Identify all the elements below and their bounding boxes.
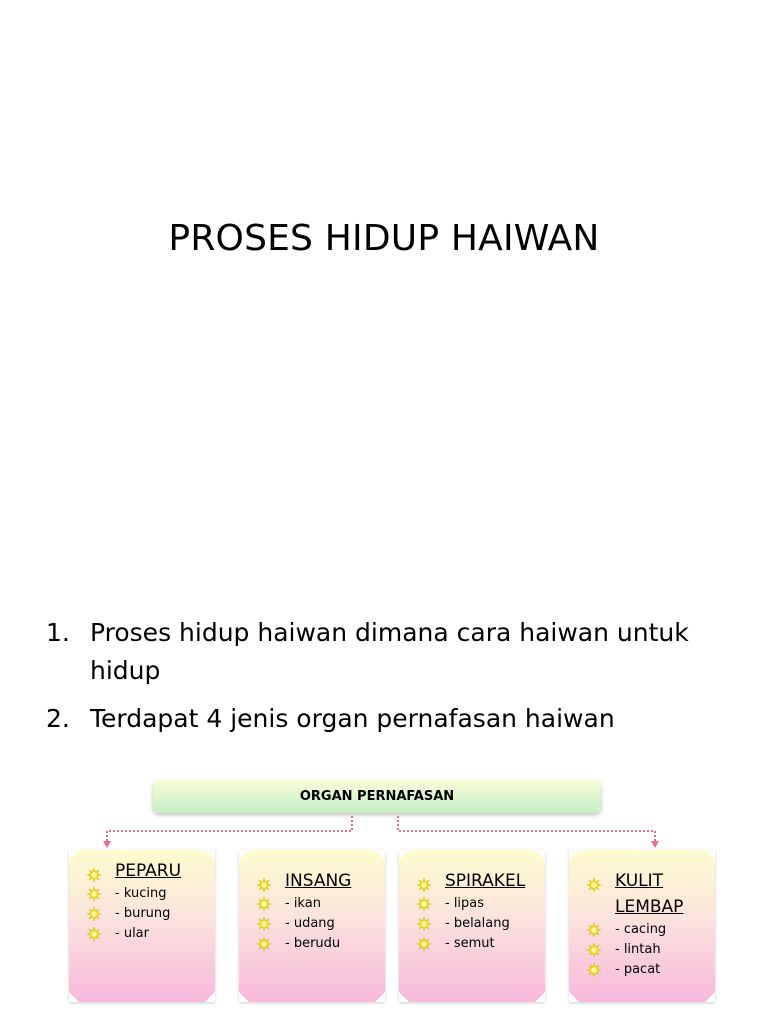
animal-item <box>257 934 379 954</box>
animal-name: - belalang <box>445 916 510 931</box>
animal-name: - lipas <box>445 896 485 911</box>
arrow-right <box>651 841 659 848</box>
animal-item <box>417 894 539 914</box>
sun-burst-icon <box>417 917 431 931</box>
slide-title: PROSES HIDUP HAIWAN <box>168 218 600 259</box>
sun-burst-icon <box>587 874 601 888</box>
sun-burst-icon <box>257 897 271 911</box>
arrow-left <box>103 841 111 848</box>
organ-heading <box>257 868 379 894</box>
animal-name: - lintah <box>615 942 661 957</box>
animal-name: - pacat <box>615 962 661 977</box>
animal-name: - cacing <box>615 922 667 937</box>
organ-heading <box>417 868 539 894</box>
sun-burst-icon <box>587 923 601 937</box>
sun-burst-icon <box>587 943 601 957</box>
organ-heading <box>87 858 209 884</box>
organ-card-kulit-lembap <box>569 850 715 1002</box>
sun-burst-icon <box>587 963 601 977</box>
animal-name: - semut <box>445 936 495 951</box>
animal-name: - burung <box>115 906 171 921</box>
organ-name: SPIRAKEL <box>445 871 526 891</box>
animal-name: - kucing <box>115 886 167 901</box>
organ-name: PEPARU <box>115 861 182 881</box>
animal-item <box>587 960 709 980</box>
sun-burst-icon <box>87 927 101 941</box>
list-text: Terdapat 4 jenis organ pernafasan haiwan <box>90 704 615 733</box>
sun-burst-icon <box>87 907 101 921</box>
organ-card-spirakel <box>399 850 545 1002</box>
animal-item <box>257 894 379 914</box>
list-text: Proses hidup haiwan dimana cara haiwan untuk hidup <box>90 618 689 685</box>
animal-item <box>87 924 209 944</box>
organ-name: INSANG <box>285 871 352 891</box>
animal-item <box>417 934 539 954</box>
diagram-header-label: ORGAN PERNAFASAN <box>299 789 455 804</box>
connector-right <box>398 816 655 842</box>
animal-name: - ular <box>115 926 149 941</box>
animal-name: - ikan <box>285 896 321 911</box>
animal-name: - udang <box>285 916 335 931</box>
list-number: 1. <box>46 618 70 647</box>
animal-item <box>587 920 709 940</box>
organ-card-peparu <box>69 850 215 1002</box>
connector-left <box>107 816 352 842</box>
sun-burst-icon <box>417 874 431 888</box>
animal-item <box>87 884 209 904</box>
sun-burst-icon <box>417 937 431 951</box>
sun-burst-icon <box>87 887 101 901</box>
diagram-header <box>153 780 601 813</box>
sun-burst-icon <box>87 864 101 878</box>
animal-item <box>417 914 539 934</box>
animal-item <box>87 904 209 924</box>
list-number: 2. <box>46 704 70 733</box>
organ-name: KULIT LEMBAP <box>615 871 684 917</box>
animal-item <box>257 914 379 934</box>
animal-item <box>587 940 709 960</box>
sun-burst-icon <box>257 874 271 888</box>
sun-burst-icon <box>257 937 271 951</box>
animal-name: - berudu <box>285 936 341 951</box>
organ-heading <box>587 868 709 920</box>
organ-card-insang <box>239 850 385 1002</box>
sun-burst-icon <box>257 917 271 931</box>
sun-burst-icon <box>417 897 431 911</box>
